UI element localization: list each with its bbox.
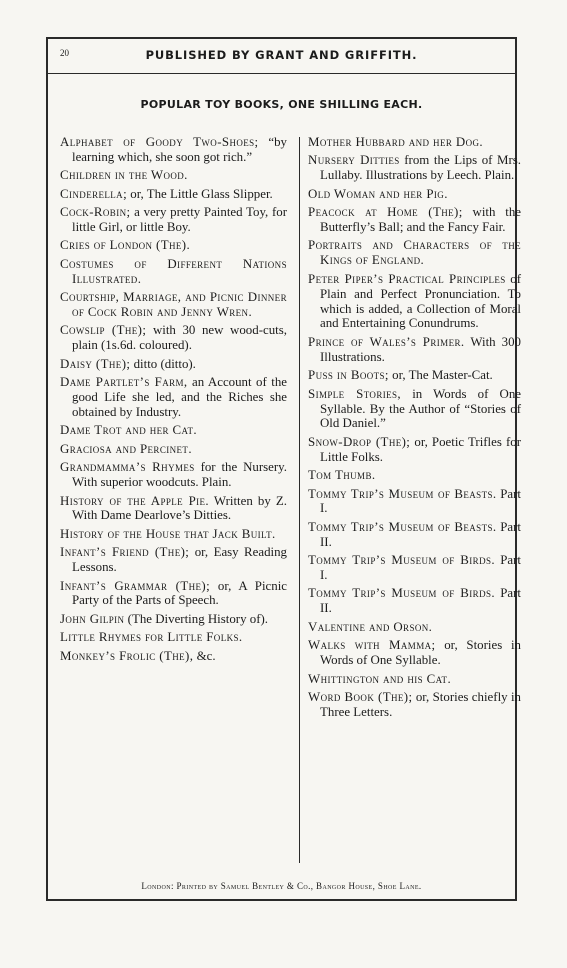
book-entry [308,387,521,432]
book-title: Tommy Trip’s Museum of Birds. [308,586,496,601]
page-number: 20 [60,48,69,58]
book-description: of Plain and Perfect Pronunciation. To which is added, a Collection of Moral and Entertaining Conundrums. [320,271,521,331]
running-head [48,39,515,74]
book-description: or, The Master-Cat. [388,368,493,383]
book-description: With 300 Illustrations. [320,334,521,364]
book-entry [308,368,521,383]
book-entry [308,690,521,720]
book-title: Children in the Wood. [60,168,188,183]
book-title: Simple Stories, [308,386,402,401]
book-entry [60,494,287,524]
book-description: ditto (ditto). [130,356,196,371]
book-entry [60,135,287,165]
book-entry [60,545,287,575]
book-title: Cock-Robin; [60,205,131,220]
book-entry [60,579,287,609]
book-title: Peacock at Home (The); [308,205,463,220]
book-title: Dame Partlet’s Farm, [60,375,188,390]
book-description: for the Nursery. With superior woodcuts. Plain. [72,460,288,490]
book-title: Dame Trot and her Cat. [60,423,197,438]
right-column [308,135,521,723]
book-title: Alphabet of Goody Two-Shoes; [60,135,259,149]
book-description: a very pretty Painted Toy, for little Girl, or little Boy. [72,205,287,235]
book-title: Snow-Drop (The); [308,434,411,449]
book-title: Grandmamma’s Rhymes [60,460,195,475]
book-entry [308,638,521,668]
book-description: Part I. [320,486,521,516]
book-entry [60,168,287,183]
book-description: or, Stories in Words of One Syllable. [320,638,522,668]
book-description: or, Poetic Trifles for Little Folks. [320,434,521,464]
book-title: Word Book (The); [308,689,413,704]
book-description: from the Lips of Mrs. Lullaby. Illustrations by Leech. Plain. [320,153,521,183]
book-description: or, The Little Glass Slipper. [127,186,273,201]
book-entry [60,460,287,490]
book-entry [60,630,287,645]
book-title: Mother Hubbard and her Dog. [308,135,483,149]
book-entry [60,323,287,353]
book-title: Infant’s Grammar (The); [60,578,211,593]
book-entry [308,435,521,465]
book-title: Tommy Trip’s Museum of Birds. [308,553,496,568]
book-title: Valentine and Orson. [308,619,433,634]
book-entry [60,423,287,438]
book-entry [308,520,521,550]
section-heading: POPULAR TOY BOOKS, ONE SHILLING EACH. [140,98,423,111]
book-description: Part II. [320,519,521,549]
book-title: Infant’s Friend (The); [60,545,190,560]
book-description: in Words of One Syllable. By the Author of “Stories of Old Daniel.” [320,386,522,431]
book-title: Peter Piper’s Practical Principles [308,271,506,286]
book-title: Little Rhymes for Little Folks. [60,630,243,645]
book-entry [60,238,287,253]
book-description: with 30 new wood-cuts, plain (1s.6d. coloured). [72,323,287,353]
book-title: Puss in Boots; [308,368,389,383]
book-title: Portraits and Characters of the Kings of England. [308,238,521,268]
book-entry [308,468,521,483]
book-title: History of the House that Jack Built. [60,526,276,541]
book-entry [308,586,521,616]
book-entry [308,135,521,150]
book-entry [60,442,287,457]
book-description: an Account of the good Life she led, and the Riches she obtained by Industry. [72,375,287,419]
book-entry [60,357,287,372]
book-title: Walks with Mamma; [308,638,436,653]
book-title: Tommy Trip’s Museum of Beasts. [308,519,497,534]
book-title: Nursery Ditties [308,153,400,168]
book-entry [60,257,287,287]
book-entry [308,672,521,687]
book-description: with the Butterfly’s Ball; and the Fancy Fair. [320,205,521,235]
book-entry [308,187,521,202]
book-description: or, A Picnic Party of the Parts of Speech. [72,578,288,608]
page-frame [46,37,522,901]
book-title: Costumes of Different Nations Illustrated. [60,256,287,286]
book-entry [60,205,287,235]
book-title: John Gilpin [60,611,125,626]
column-divider [299,137,300,863]
printer-imprint: London: Printed by Samuel Bentley & Co., Bangor House, Shoe Lane. [141,881,422,891]
book-title: Tom Thumb. [308,468,376,483]
book-entry [60,612,287,627]
book-title: History of the Apple Pie. [60,493,210,508]
book-description: or, Stories chiefly in Three Letters. [320,689,521,719]
book-entry [60,290,287,320]
book-title: Whittington and his Cat. [308,671,452,686]
book-entry [308,272,521,332]
book-description: &c. [193,648,216,663]
book-entry [60,527,287,542]
book-entry [60,375,287,420]
book-title: Cries of London (The). [60,238,191,253]
book-entry [308,553,521,583]
book-title: Tommy Trip’s Museum of Beasts. [308,486,497,501]
book-description: Part II. [320,586,521,616]
book-entry [308,205,521,235]
book-description: (The Diverting History of). [124,611,269,626]
book-description: “by learning which, she soon got rich.” [72,135,288,164]
book-entry [308,335,521,365]
book-entry [60,187,287,202]
book-entry [308,153,521,183]
left-column [60,135,287,667]
book-entry [308,620,521,635]
book-entry [308,238,521,268]
book-title: Prince of Wales’s Primer. [308,334,465,349]
book-title: Cinderella; [60,186,128,201]
book-entry [308,487,521,517]
book-description: Part I. [320,553,521,583]
book-description: or, Easy Reading Lessons. [72,545,287,575]
book-title: Daisy (The); [60,356,131,371]
book-title: Courtship, Marriage, and Picnic Dinner of Cock Robin and Jenny Wren. [60,290,287,320]
book-description: Written by Z. With Dame Dearlove’s Ditties. [72,493,287,523]
book-title: Monkey’s Frolic (The), [60,648,194,663]
publisher-heading: PUBLISHED BY GRANT AND GRIFFITH. [145,48,418,62]
book-title: Graciosa and Percinet. [60,441,192,456]
book-title: Cowslip (The); [60,323,147,338]
book-entry [60,649,287,664]
book-title: Old Woman and her Pig. [308,186,448,201]
